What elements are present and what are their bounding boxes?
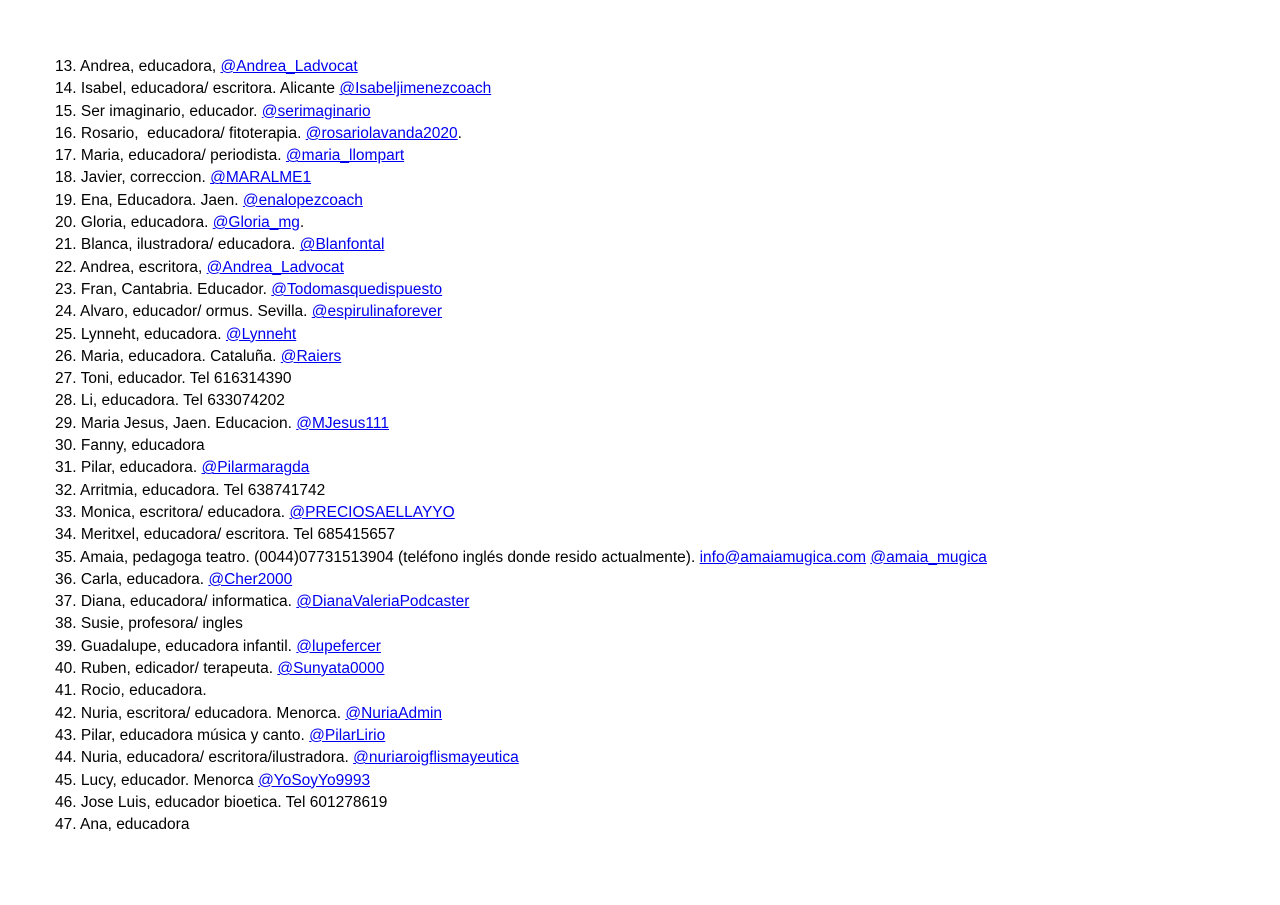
contact-link[interactable]: @Sunyata0000 [277, 660, 385, 678]
contact-link[interactable]: @Todomasquedispuesto [271, 280, 443, 298]
list-item [55, 457, 987, 479]
contact-link[interactable]: @Blanfontal [299, 236, 385, 254]
list-item-text: 29. Maria Jesus, Jaen. Educacion. [55, 414, 297, 432]
contact-link[interactable]: @rosariolavanda2020 [305, 124, 458, 142]
contact-link[interactable]: @Andrea_Ladvocat [220, 58, 358, 75]
list-item [55, 725, 987, 747]
contact-link[interactable]: @lupefercer [296, 637, 381, 655]
contact-link[interactable]: @Cher2000 [208, 570, 293, 588]
list-item [55, 658, 987, 680]
list-item [55, 190, 987, 212]
list-item-text: 41. Rocio, educadora. [55, 682, 207, 700]
list-item-text: 27. Toni, educador. Tel 616314390 [55, 370, 292, 388]
list-item [55, 613, 987, 635]
contact-list [55, 56, 987, 836]
list-item-text: 24. Alvaro, educador/ ormus. Sevilla. [55, 303, 312, 321]
list-item-text: 37. Diana, educadora/ informatica. [55, 593, 297, 611]
list-item [55, 123, 987, 145]
contact-link[interactable]: @MJesus111 [296, 414, 389, 432]
contact-link[interactable]: @MARALME1 [210, 169, 312, 187]
list-item-text: 18. Javier, correccion. [55, 169, 211, 187]
list-item-text: 45. Lucy, educador. Menorca [55, 771, 259, 789]
list-item-text: 20. Gloria, educadora. [55, 214, 213, 232]
list-item-text: 31. Pilar, educadora. [55, 459, 202, 477]
contact-link[interactable]: @Pilarmaragda [201, 459, 310, 477]
list-item-text: 22. Andrea, escritora, [55, 258, 207, 276]
list-item-text: 36. Carla, educadora. [55, 570, 209, 588]
list-item [55, 279, 987, 301]
list-item-text: 21. Blanca, ilustradora/ educadora. [55, 236, 300, 254]
list-item-text: 19. Ena, Educadora. Jaen. [55, 191, 243, 209]
list-item-text: 35. Amaia, pedagoga teatro. (0044)07731513904 (teléfono inglés donde resido actualmente). [55, 548, 700, 566]
list-item-text: 47. Ana, educadora [55, 816, 190, 834]
list-item-text: 16. Rosario, educadora/ fitoterapia. [55, 124, 306, 142]
list-item-text: 39. Guadalupe, educadora infantil. [55, 637, 297, 655]
list-item-text: 23. Fran, Cantabria. Educador. [55, 280, 272, 298]
list-item [55, 547, 987, 569]
contact-link[interactable]: @nuriaroigflismayeutica [353, 749, 519, 767]
list-item [55, 435, 987, 457]
contact-link[interactable]: @maria_llompart [285, 147, 405, 165]
list-item [55, 747, 987, 769]
list-item-text: 34. Meritxel, educadora/ escritora. Tel 685415657 [55, 526, 396, 544]
list-item [55, 480, 987, 502]
contact-link[interactable]: @Isabeljimenezcoach [339, 80, 492, 98]
contact-link[interactable]: @espirulinaforever [311, 303, 443, 321]
list-item-text: 43. Pilar, educadora música y canto. [55, 726, 310, 744]
list-item [55, 167, 987, 189]
list-item-text: 40. Ruben, edicador/ terapeuta. [55, 660, 278, 678]
list-item-text: 26. Maria, educadora. Cataluña. [55, 347, 281, 365]
list-item [55, 636, 987, 658]
list-item-text: 30. Fanny, educadora [55, 437, 205, 455]
list-item-text: 38. Susie, profesora/ ingles [55, 615, 243, 633]
list-item [55, 770, 987, 792]
list-item [55, 368, 987, 390]
list-item-text: 13. Andrea, educadora, [55, 58, 221, 75]
contact-link[interactable]: @DianaValeriaPodcaster [296, 593, 470, 611]
list-item [55, 502, 987, 524]
contact-link[interactable]: @serimaginario [261, 102, 371, 120]
list-item [55, 212, 987, 234]
list-item [55, 413, 987, 435]
list-item-text: 42. Nuria, escritora/ educadora. Menorca. [55, 704, 346, 722]
list-item [55, 591, 987, 613]
list-item-suffix: . [299, 214, 305, 232]
list-item [55, 814, 987, 836]
list-item [55, 524, 987, 546]
list-item [55, 78, 987, 100]
list-item [55, 301, 987, 323]
contact-link[interactable]: @Raiers [280, 347, 342, 365]
list-item [55, 234, 987, 256]
list-item [55, 257, 987, 279]
list-item-text: 28. Li, educadora. Tel 633074202 [55, 392, 285, 410]
contact-link[interactable]: @NuriaAdmin [345, 704, 443, 722]
list-item [55, 324, 987, 346]
list-item-text: 15. Ser imaginario, educador. [55, 102, 262, 120]
list-item [55, 792, 987, 814]
list-item [55, 390, 987, 412]
list-item-text: 25. Lynneht, educadora. [55, 325, 226, 343]
list-item-text: 33. Monica, escritora/ educadora. [55, 503, 290, 521]
list-item [55, 703, 987, 725]
contact-link[interactable]: info@amaiamugica.com [699, 548, 867, 566]
contact-link[interactable]: @YoSoyYo9993 [258, 771, 371, 789]
contact-link[interactable]: @Andrea_Ladvocat [206, 258, 344, 276]
contact-link[interactable]: @PRECIOSAELLAYYO [289, 503, 455, 521]
list-item-suffix: . [457, 124, 462, 142]
contact-link[interactable]: @PilarLirio [309, 726, 386, 744]
list-item-text: 14. Isabel, educadora/ escritora. Alicante [55, 80, 340, 98]
list-item [55, 101, 987, 123]
contact-link[interactable]: @Lynneht [225, 325, 297, 343]
list-item [55, 680, 987, 702]
contact-link[interactable]: @enalopezcoach [242, 191, 363, 209]
list-item-text: 46. Jose Luis, educador bioetica. Tel 601278619 [55, 793, 388, 811]
contact-link[interactable]: @Gloria_mg [212, 214, 300, 232]
list-item [55, 145, 987, 167]
list-item-text: 44. Nuria, educadora/ escritora/ilustradora. [55, 749, 354, 767]
list-item-text: 17. Maria, educadora/ periodista. [55, 147, 286, 165]
list-item-text: 32. Arritmia, educadora. Tel 638741742 [55, 481, 326, 499]
list-item [55, 56, 987, 78]
list-item [55, 569, 987, 591]
contact-link[interactable]: @amaia_mugica [870, 548, 987, 566]
list-item [55, 346, 987, 368]
